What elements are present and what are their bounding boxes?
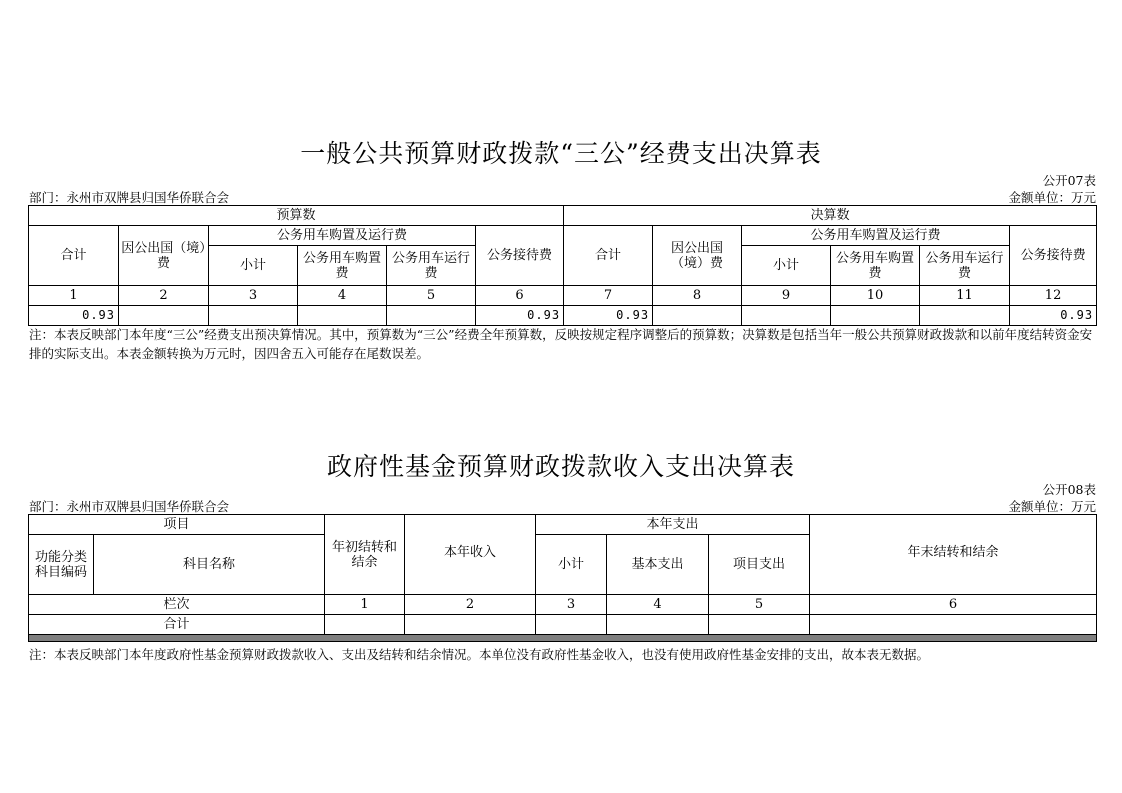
- table1-department: 部门：永州市双牌县归国华侨联合会: [29, 190, 230, 205]
- column-number: 6: [810, 595, 1097, 615]
- value-cell: [920, 306, 1010, 326]
- header-income: 本年收入: [405, 515, 536, 595]
- header-expense-group: 本年支出: [536, 515, 810, 535]
- header-car-buy: 公务用车购置费: [298, 246, 387, 286]
- value-cell: [298, 306, 387, 326]
- column-number: 8: [653, 286, 742, 306]
- divider: [29, 635, 1097, 642]
- table2-department: 部门：永州市双牌县归国华侨联合会: [29, 499, 230, 514]
- table1-note: 注：本表反映部门本年度“三公”经费支出预决算情况。其中，预算数为“三公”经费全年预算数，反映按规定程序调整后的预算数；决算数是包括当年一般公共预算财政拨款和以前年度结转资金安排的实际支出。本表金额转换为万元时，因四舍五入可能存在尾数误差。: [29, 327, 1093, 361]
- value-cell: 0.93: [29, 306, 119, 326]
- header-begin-balance: 年初结转和结余: [325, 515, 405, 595]
- header-budget: 预算数: [29, 206, 564, 226]
- table-row: [29, 615, 1097, 635]
- column-number: 4: [298, 286, 387, 306]
- header-func-code: 功能分类科目编码: [29, 535, 94, 595]
- value-cell: [405, 615, 536, 635]
- table1-code: 公开07表: [1042, 173, 1096, 188]
- column-number: 11: [920, 286, 1010, 306]
- table1-unit: 金额单位：万元: [1008, 190, 1096, 205]
- column-number: 7: [564, 286, 653, 306]
- table2-code: 公开08表: [1042, 482, 1096, 497]
- value-cell: [653, 306, 742, 326]
- column-number: 1: [325, 595, 405, 615]
- column-number: 12: [1010, 286, 1097, 306]
- header-abroad: 因公出国（境）费: [119, 226, 209, 286]
- column-number-row: [29, 286, 1097, 306]
- value-cell: [831, 306, 920, 326]
- header-subtotal: 小计: [536, 535, 607, 595]
- header-final: 决算数: [564, 206, 1097, 226]
- value-cell: [607, 615, 709, 635]
- column-number: 3: [536, 595, 607, 615]
- header-end-balance: 年末结转和结余: [810, 515, 1097, 595]
- table1-title: 一般公共预算财政拨款“三公”经费支出决算表: [300, 139, 822, 168]
- header-subject-name: 科目名称: [94, 535, 325, 595]
- table2-government-fund: [28, 514, 1097, 642]
- row-total-label: 合计: [29, 615, 325, 635]
- column-number: 5: [709, 595, 810, 615]
- header-car-buy: 公务用车购置费: [831, 246, 920, 286]
- value-cell: [325, 615, 405, 635]
- value-cell: [536, 615, 607, 635]
- value-cell: [387, 306, 476, 326]
- header-car-group: 公务用车购置及运行费: [209, 226, 476, 246]
- value-cell: 0.93: [564, 306, 653, 326]
- column-number: 1: [29, 286, 119, 306]
- value-cell: [209, 306, 298, 326]
- value-cell: [119, 306, 209, 326]
- header-project: 项目支出: [709, 535, 810, 595]
- header-car-run: 公务用车运行费: [387, 246, 476, 286]
- header-basic: 基本支出: [607, 535, 709, 595]
- header-car-run: 公务用车运行费: [920, 246, 1010, 286]
- header-total: 合计: [564, 226, 653, 286]
- header-abroad: 因公出国（境）费: [653, 226, 742, 286]
- column-number: 10: [831, 286, 920, 306]
- column-number: 2: [405, 595, 536, 615]
- value-cell: [742, 306, 831, 326]
- table1-three-public-expenses: [28, 205, 1097, 326]
- value-cell: [709, 615, 810, 635]
- column-number-row: [29, 595, 1097, 615]
- header-total: 合计: [29, 226, 119, 286]
- row-index-label: 栏次: [29, 595, 325, 615]
- column-number: 2: [119, 286, 209, 306]
- column-number: 9: [742, 286, 831, 306]
- header-reception: 公务接待费: [1010, 226, 1097, 286]
- header-subtotal: 小计: [209, 246, 298, 286]
- header-car-group: 公务用车购置及运行费: [742, 226, 1010, 246]
- table2-title: 政府性基金预算财政拨款收入支出决算表: [326, 452, 795, 481]
- value-cell: 0.93: [1010, 306, 1097, 326]
- value-cell: [810, 615, 1097, 635]
- column-number: 5: [387, 286, 476, 306]
- header-reception: 公务接待费: [476, 226, 564, 286]
- table-row: [29, 306, 1097, 326]
- column-number: 4: [607, 595, 709, 615]
- table2-note: 注：本表反映部门本年度政府性基金预算财政拨款收入、支出及结转和结余情况。本单位没有政府性基金收入，也没有使用政府性基金安排的支出，故本表无数据。: [29, 647, 930, 662]
- table2-unit: 金额单位：万元: [1008, 499, 1096, 514]
- column-number: 3: [209, 286, 298, 306]
- header-item: 项目: [29, 515, 325, 535]
- table-bottom-bar: [29, 635, 1097, 642]
- column-number: 6: [476, 286, 564, 306]
- value-cell: 0.93: [476, 306, 564, 326]
- header-subtotal: 小计: [742, 246, 831, 286]
